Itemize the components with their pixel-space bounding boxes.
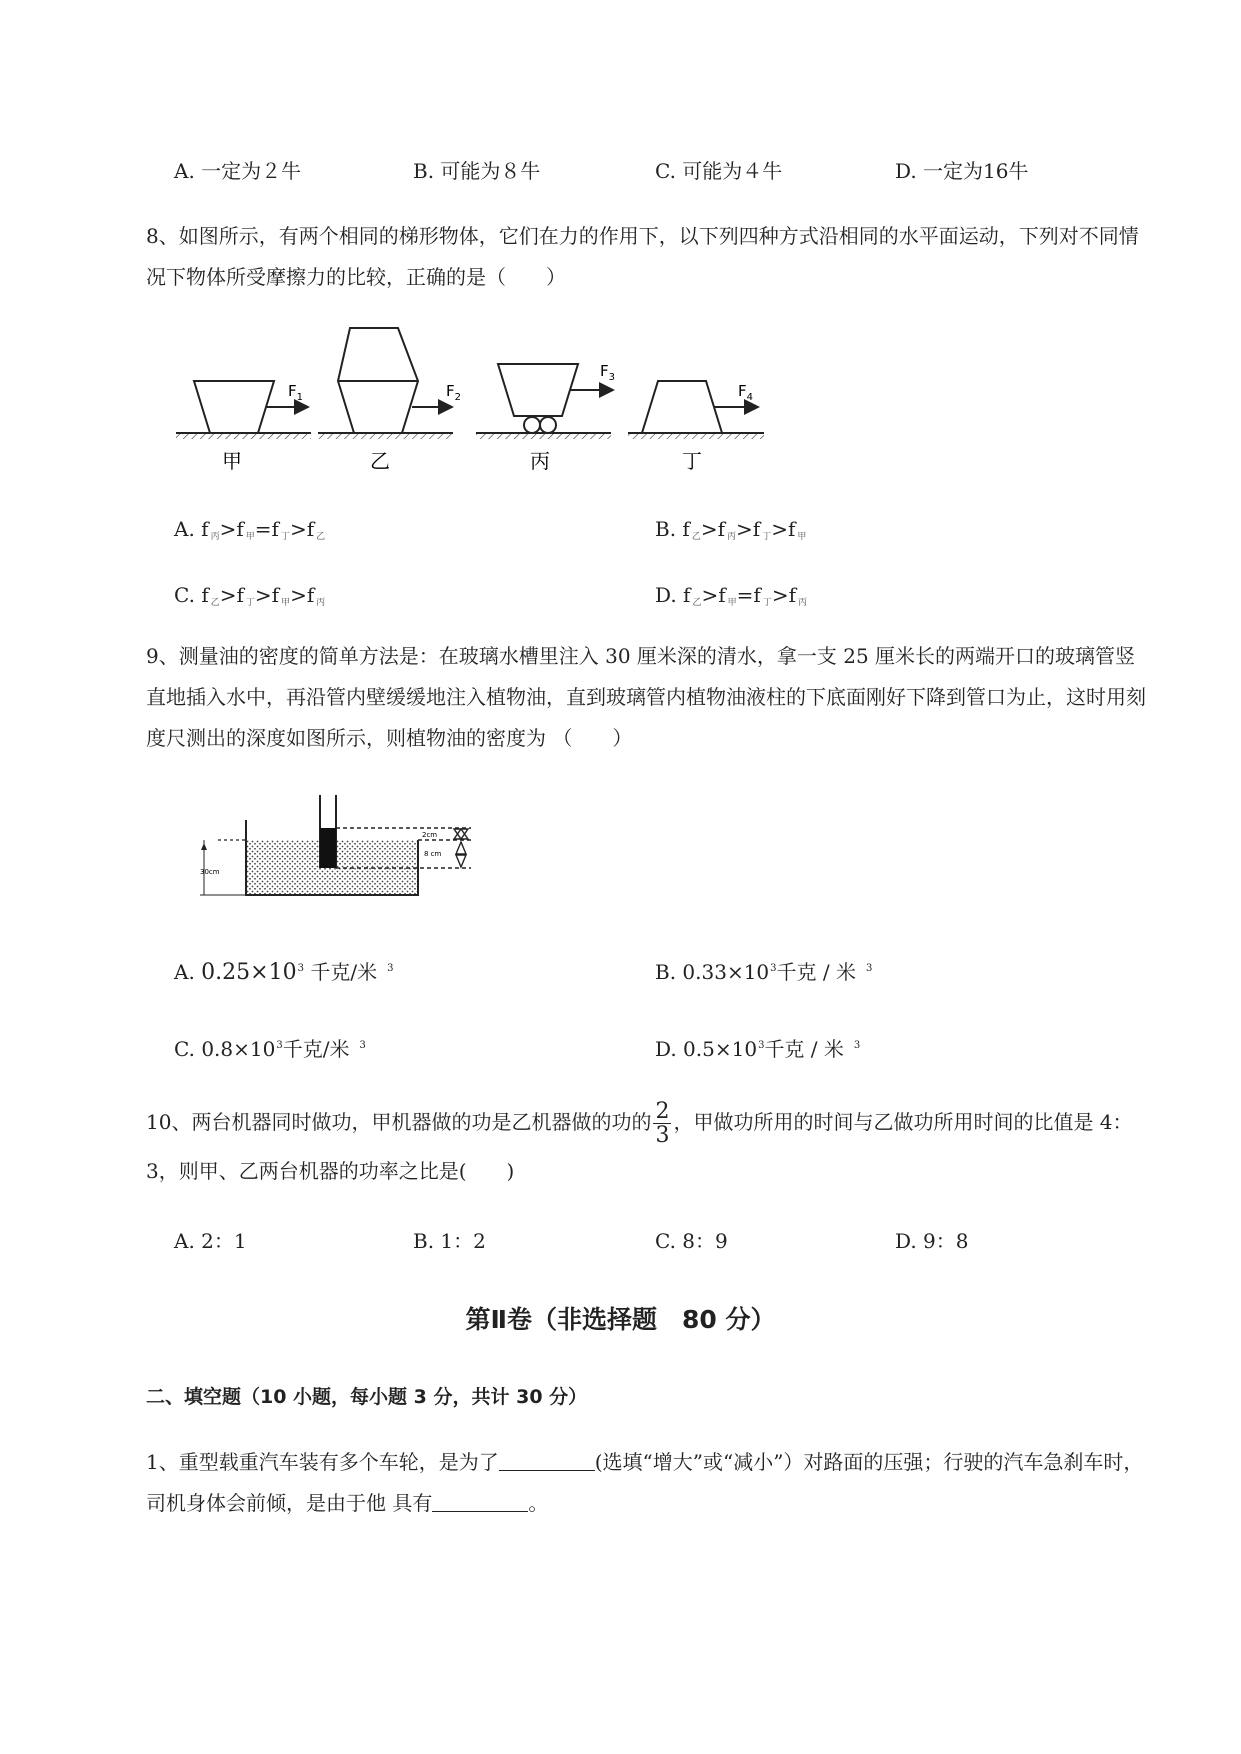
fill-section-header: 二、填空题（10 小题，每小题 3 分，共计 30 分）	[146, 1386, 588, 1408]
force-label-1: $F_1$	[288, 382, 304, 403]
q7-option-a[interactable]: A. 一定为２牛	[174, 159, 302, 183]
q9-option-a[interactable]: A. $0.25\times 10^3$ 千克/米 $^3$	[174, 960, 394, 985]
q7-option-c[interactable]: C. 可能为４牛	[655, 159, 783, 183]
label-jia: 甲	[222, 449, 242, 473]
figure-jia	[176, 381, 311, 473]
q9-option-d[interactable]: D. $0.5\times 10^3$千克 / 米 $^3$	[655, 1037, 861, 1061]
q9-text: 测量油的密度的简单方法是：在玻璃水槽里注入 30 厘米深的清水，拿一支 25 厘米长的两端开口的玻璃管竖直地插入水中，再沿管内壁缓缓地注入植物油，直到玻璃管内植物油液柱的下底面刚好下降到管口为止，这时用刻度尺测出的深度如图所示，则植物油的密度为 （ ）	[146, 644, 1146, 750]
q8-text: 如图所示，有两个相同的梯形物体，它们在力的作用下，以下列四种方式沿相同的水平面运动，下列对不同情况下物体所受摩擦力的比较，正确的是（ ）	[146, 224, 1139, 289]
q8-figure	[170, 316, 780, 476]
label-8cm: 8 cm	[424, 850, 442, 858]
figure-ding	[628, 381, 764, 473]
figure-bing	[476, 362, 615, 473]
figure-yi	[318, 328, 461, 473]
q9-stem	[146, 636, 1146, 759]
q8-option-b[interactable]: B. f $_乙$>f $_丙$>f $_丁$>f $_甲$	[655, 517, 807, 542]
q8-stem	[146, 216, 1146, 298]
fill-q1-blank-1[interactable]	[499, 1450, 595, 1471]
q9-option-b[interactable]: B. $0.33\times 10^3$千克 / 米 $^3$	[655, 960, 873, 984]
q8-option-c[interactable]: C. f $_乙$>f $_丁$>f $_甲$>f $_丙$	[174, 583, 326, 608]
q9-option-c[interactable]: C. $0.8\times 10^3$千克/米 $^3$	[174, 1037, 366, 1061]
q9-number: 9、	[146, 644, 179, 668]
label-30cm: 30cm	[200, 868, 220, 876]
q7-option-d[interactable]: D. 一定为16牛	[895, 159, 1029, 183]
q8-option-d[interactable]: D. f $_乙$>f $_甲$=f $_丁$>f $_丙$	[655, 583, 808, 608]
q10-number: 10、	[146, 1110, 192, 1134]
q10-fraction: $\frac{2}{3}$	[655, 1099, 670, 1148]
q8-option-a[interactable]: A. f $_丙$>f $_甲$=f $_丁$>f $_乙$	[174, 517, 326, 542]
q10-option-c[interactable]: C. 8：9	[655, 1229, 728, 1253]
q7-option-b[interactable]: B. 可能为８牛	[413, 159, 541, 183]
section-2-title: 第Ⅱ卷（非选择题 80 分）	[465, 1305, 776, 1334]
q10-option-d[interactable]: D. 9：8	[895, 1229, 969, 1253]
fill-q1: 1、重型载重汽车装有多个车轮，是为了 (选填“增大”或“减小”）对路面的压强；行驶的汽车急刹车时，司机身体会前倾，是由于他 具有 。	[146, 1450, 1144, 1515]
label-2cm: 2cm	[422, 831, 438, 839]
fill-q1-blank-2[interactable]	[432, 1491, 528, 1512]
label-ding: 丁	[682, 449, 702, 473]
q10-stem: 10、两台机器同时做功，甲机器做的功是乙机器做的功的 $\frac{2}{3}$ ，甲做功所用的时间与乙做功所用时间的比值是 4：3，则甲、乙两台机器的功率之比是( )	[146, 1099, 1133, 1183]
label-yi: 乙	[370, 449, 390, 473]
q10-option-a[interactable]: A. 2：1	[174, 1229, 247, 1253]
force-label-3: $F_3$	[600, 362, 616, 383]
force-label-4: $F_4$	[738, 382, 754, 403]
label-bing: 丙	[530, 449, 550, 473]
q9-figure	[186, 790, 486, 930]
q8-number: 8、	[146, 224, 179, 248]
q10-option-b[interactable]: B. 1：2	[413, 1229, 486, 1253]
force-label-2: $F_2$	[446, 382, 462, 403]
